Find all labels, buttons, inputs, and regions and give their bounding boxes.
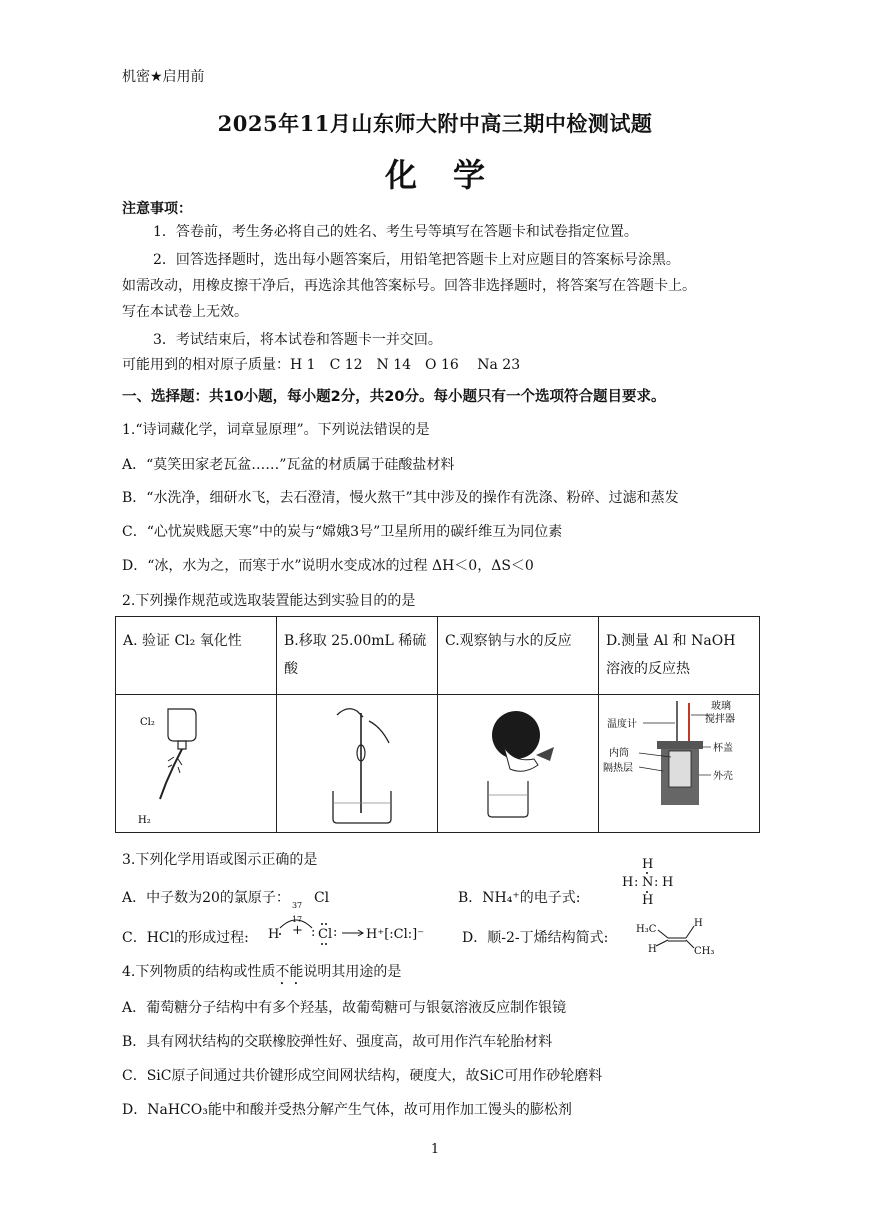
confidential-mark: 机密★启用前 xyxy=(122,69,205,85)
q4-option-c: C．SiC原子间通过共价键形成空间网状结构，硬度大，故SiC可用作砂轮磨料 xyxy=(122,1068,603,1084)
svg-text:Cl₂: Cl₂ xyxy=(140,717,155,728)
svg-text::: : xyxy=(333,925,338,940)
q1-option-b: B．“水洗净，细研水飞，去石澄清，慢火熬干”其中涉及的操作有洗涤、粉碎、过滤和蒸发 xyxy=(122,490,679,506)
svg-text:H₂: H₂ xyxy=(138,815,151,826)
notice-heading: 注意事项： xyxy=(122,201,192,217)
svg-text:H: H xyxy=(642,857,654,872)
notice-item-2-cont: 如需改动，用橡皮擦干净后，再选涂其他答案标号。回答非选择题时，将答案写在答题卡上。 xyxy=(122,278,696,294)
svg-text:隔热层: 隔热层 xyxy=(603,763,633,774)
subject-title: 化 学 xyxy=(384,156,486,194)
q2-diagram-a xyxy=(116,695,277,833)
svg-text:搅拌器: 搅拌器 xyxy=(705,714,735,725)
svg-text::: : xyxy=(634,875,639,890)
pipette-diagram xyxy=(277,695,437,832)
notice-item-2: 2．回答选择题时，选出每小题答案后，用铅笔把答题卡上对应题目的答案标号涂黑。 xyxy=(153,252,680,268)
calorimeter-diagram xyxy=(599,695,759,832)
exam-title: 2025年11月山东师大附中高三期中检测试题 xyxy=(217,111,653,136)
q2-diagram-d xyxy=(599,695,760,833)
q1-option-c: C．“心忧炭贱愿天寒”中的炭与“嫦娥3号”卫星所用的碳纤维互为同位素 xyxy=(122,524,563,540)
svg-text:CH₃: CH₃ xyxy=(694,946,715,957)
q1-stem: 1.“诗词藏化学，词章显原理”。下列说法错误的是 xyxy=(122,422,430,438)
q2-options-table xyxy=(115,616,760,833)
svg-text:N: N xyxy=(642,875,654,890)
q2-diagram-c xyxy=(438,695,599,833)
nh4-electron-formula xyxy=(618,856,678,910)
notice-item-3: 3．考试结束后，将本试卷和答题卡一并交回。 xyxy=(153,332,442,348)
q2-option-d: D.测量 Al 和 NaOH 溶液的反应热 xyxy=(599,617,760,695)
page-number: 1 xyxy=(430,1142,440,1157)
q3-option-b: B．NH₄⁺的电子式: xyxy=(458,890,581,906)
cis-2-butene-structure xyxy=(634,912,724,958)
svg-text::: : xyxy=(311,925,316,940)
svg-text:玻璃: 玻璃 xyxy=(711,701,731,712)
cl2-bottle-diagram xyxy=(116,695,276,832)
q3-option-d: D．顺-2-丁烯结构简式: xyxy=(462,930,609,946)
svg-text:H: H xyxy=(268,927,280,942)
q2-diagram-b xyxy=(277,695,438,833)
svg-text:H: H xyxy=(648,944,657,955)
svg-text:H⁺[:Cl:]⁻: H⁺[:Cl:]⁻ xyxy=(366,927,425,942)
q3-option-a: A．中子数为20的氯原子： 37 17 Cl xyxy=(122,890,330,924)
face-over-beaker-diagram xyxy=(438,695,598,832)
svg-text:+: + xyxy=(292,923,303,938)
q3-option-c: C．HCl的形成过程: xyxy=(122,930,249,946)
svg-text:H₃C: H₃C xyxy=(636,924,657,935)
q4-option-a: A．葡萄糖分子结构中有多个羟基，故葡萄糖可与银氨溶液反应制作银镜 xyxy=(122,1000,567,1016)
svg-text:Cl: Cl xyxy=(318,927,333,942)
svg-text:H: H xyxy=(642,893,654,908)
atomic-mass-line: 可能用到的相对原子质量：H 1 C 12 N 14 O 16 Na 23 xyxy=(122,357,521,373)
q4-option-b: B．具有网状结构的交联橡胶弹性好、强度高，故可用作汽车轮胎材料 xyxy=(122,1034,553,1050)
svg-text:外壳: 外壳 xyxy=(713,771,733,782)
notice-item-1: 1．答卷前，考生务必将自己的姓名、考生号等填写在答题卡和试卷指定位置。 xyxy=(153,224,638,240)
svg-text::: : xyxy=(654,875,659,890)
svg-text:温度计: 温度计 xyxy=(607,719,637,730)
q1-option-a: A．“莫笑田家老瓦盆……”瓦盆的材质属于硅酸盐材料 xyxy=(122,457,455,473)
hcl-formation-diagram xyxy=(266,912,446,948)
svg-text:H: H xyxy=(694,918,703,929)
q2-stem: 2.下列操作规范或选取装置能达到实验目的的是 xyxy=(122,593,416,609)
q2-option-c: C.观察钠与水的反应 xyxy=(438,617,599,695)
q4-stem: 4.下列物质的结构或性质不能说明其用途的是 xyxy=(122,964,402,980)
q1-option-d: D．“冰，水为之，而寒于水”说明水变成冰的过程 ΔH＜0，ΔS＜0 xyxy=(122,558,534,574)
q2-option-b: B.移取 25.00mL 稀硫酸 xyxy=(277,617,438,695)
notice-item-2-cont2: 写在本试卷上无效。 xyxy=(122,304,248,320)
svg-text:杯盖: 杯盖 xyxy=(713,743,733,754)
section-1-heading: 一、选择题：共10小题，每小题2分，共20分。每小题只有一个选项符合题目要求。 xyxy=(122,389,666,405)
q4-option-d: D．NaHCO₃能中和酸并受热分解产生气体，故可用作加工馒头的膨松剂 xyxy=(122,1102,572,1118)
svg-text:内筒: 内筒 xyxy=(609,748,629,759)
svg-text:H: H xyxy=(662,875,674,890)
q2-option-a: A. 验证 Cl₂ 氧化性 xyxy=(116,617,277,695)
svg-text:H: H xyxy=(622,875,634,890)
q3-stem: 3.下列化学用语或图示正确的是 xyxy=(122,852,318,868)
